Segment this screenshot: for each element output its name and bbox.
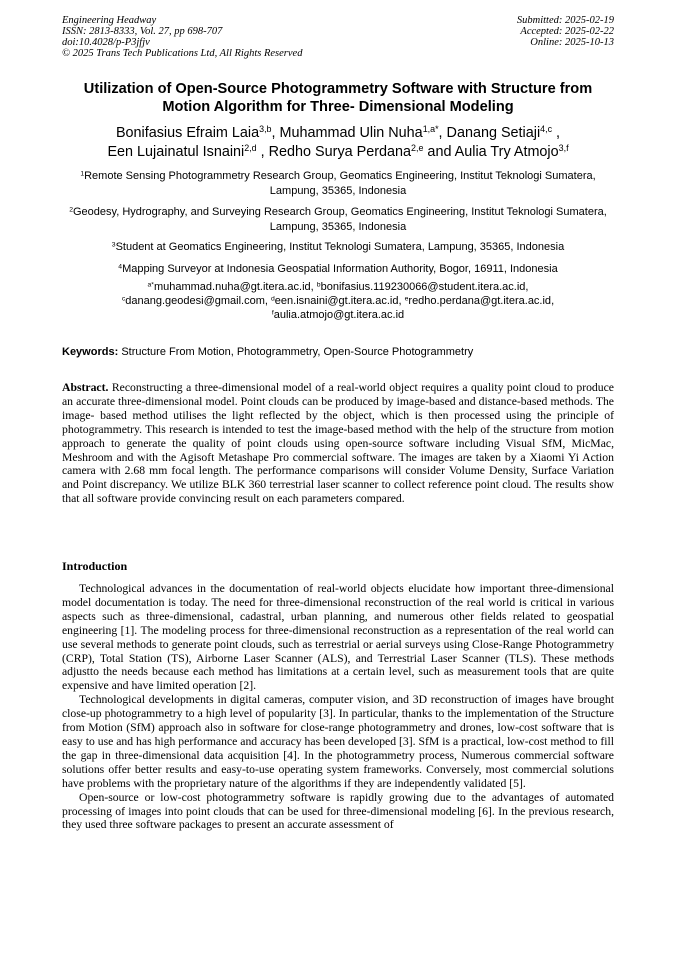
dates-info [517,15,614,48]
doi: doi:10.4028/p-P3jfjv [62,37,150,48]
email-link[interactable]: aulia.atmojo@gt.itera.ac.id [273,309,405,321]
affiliation-sup: 4 [118,263,123,271]
affiliation-sup: 1 [80,170,85,178]
affiliation-3 [62,240,614,255]
keywords-label: Keywords: [62,346,119,358]
email-sup: a* [147,281,154,289]
email-link[interactable]: redho.perdana@gt.itera.ac.id [408,295,552,307]
affiliation-2 [62,205,614,234]
author-name: Redho Surya Perdana [268,144,412,160]
email-sup: d [271,295,275,303]
author-name: Bonifasius Efraim Laia [115,125,260,141]
paragraph: Technological developments in digital cameras, computer vision, and 3D reconstruction of images have brought close-up photogrammetry to a high level of popularity [3]. In particular, thanks to the implementation of the Structure from Motion (SfM) approach also in software for close-range photogrammetry and drones, low-cost software that is easy to use and has high performance and accuracy has been developed [3]. SfM is a practical, low-cost method to fill the gap in three-dimensional data acquisition [4]. In the photogrammetry process, Numerous commercial software solutions offer better results and easy-to-use operating system frameworks. Conversely, most commercial solutions have problems with the proprietary nature of the algorithms if they are independently validated [5]. [62,693,614,790]
copyright: © 2025 Trans Tech Publications Ltd, All Rights Reserved [62,48,303,59]
author-sup: 2,e [411,143,424,154]
paper-title: Utilization of Open-Source Photogrammetry Software with Structure from Motion Algorithm for Three- Dimensional Modeling [83,81,593,115]
author-sup: 2,d [244,143,257,154]
affiliation-text: Geodesy, Hydrography, and Surveying Research Group, Geomatics Engineering, Institut Teknologi Sumatera, Lampung, 35365, Indonesia [73,206,607,233]
author-name: Een Lujainatul Isnaini [107,144,245,160]
author-sep: and [423,144,455,160]
affiliation-4 [62,262,614,277]
accepted-date: Accepted: 2025-02-22 [520,26,614,37]
keywords [62,345,614,359]
author-sep: , [552,125,561,141]
keywords-text: Structure From Motion, Photogrammetry, Open-Source Photogrammetry [121,346,474,358]
author-sup: 4,c [540,124,553,135]
email-link[interactable]: bonifasius.119230066@student.itera.ac.id [320,281,526,293]
paragraph: Technological advances in the documentation of real-world objects elucidate how important three-dimensional model documentation is today. The need for three-dimensional reconstruction of the real world is critical in various aspects such as three-dimensional, cadastral, urban planning, and numerous other fields related to geospatial engineering [1]. The modeling process for three-dimensional reconstruction as a representation of the real world can use several methods to generate point clouds, such as terrestrial or aerial surveys using Close-Range Photogrammetry (CRP), Total Station (TS), Airborne Laser Scanner (ALS), and Terrestrial Laser Scanner (TLS). These methods adjustto the needs because each method has limitations at a certain level, such as measurement tools that are quite expensive and have limited operation [2]. [62,582,614,693]
affiliation-text: Student at Geomatics Engineering, Institut Teknologi Sumatera, Lampung, 35365, Indonesia [115,241,565,253]
abstract-text: Reconstructing a three-dimensional model of a real-world object requires a quality point cloud to produce an accurate three-dimensional model. Point clouds can be produced by image-based and distance-based methods. The image- based method utilises the light reflected by the object, which is then processed using the principle of photogrammetry. This research is intended to test the image-based method with the help of the structure from motion approach to generate the quality of point clouds using open-source software including Visual SfM, MicMac, Meshroom and with the Agisoft Metashape Pro commercial software. The images are taken by a Xiaomi Yi Action camera with 2.68 mm focal length. The performance comparisons will consider Volume Density, Surface Variation and Point discrepancy. We utilize BLK 360 terrestrial laser scanner to collect reference point cloud. The results show that all software provide convincing result on each parameters compared. [62,381,614,506]
section-heading-introduction: Introduction [62,559,128,573]
author-sup: 3,b [259,124,272,135]
journal-info [62,15,302,59]
online-date: Online: 2025-10-13 [530,37,614,48]
affiliation-text: Remote Sensing Photogrammetry Research Group, Geomatics Engineering, Institut Teknologi Sumatera, Lampung, 35365, Indonesia [84,170,596,197]
author-sup: 3,f [558,143,569,154]
email-link[interactable]: danang.geodesi@gmail.com [125,295,265,307]
submitted-date: Submitted: 2025-02-19 [516,15,614,26]
email-link[interactable]: een.isnaini@gt.itera.ac.id [274,295,399,307]
author-sep: , [256,144,269,160]
author-name: Danang Setiaji [446,125,541,141]
abstract [62,381,614,506]
email-link[interactable]: muhammad.nuha@gt.itera.ac.id [153,281,311,293]
author-sep: , [438,125,447,141]
paragraph: Open-source or low-cost photogrammetry software is rapidly growing due to the advantages of automated processing of images into point clouds that can be used for three-dimensional modeling [6]. In the previous research, they used three software packages to present an accurate assessment of [62,790,614,832]
email-sup: c [121,295,126,303]
email-list: $^{a*}$muhammad.nuha@gt.itera.ac.id, $^b$bonifasius.119230066@student.itera.ac.id, $^c$danang.geodesi@gmail.com, $^d$een.isnaini@gt.itera.ac.id, $^e$redho.perdana@gt.itera.ac.id, $^f$aulia.atmojo@gt.itera.ac.id [121,281,555,321]
affiliation-sup: 2 [69,206,73,214]
author-list [62,124,614,162]
email-sup: e [404,295,409,303]
affiliation-text: Mapping Surveyor at Indonesia Geospatial Information Authority, Bogor, 16911, Indonesia [122,263,558,275]
issn: ISSN: 2813-8333, Vol. 27, pp 698-707 [62,26,223,37]
abstract-label: Abstract. [62,381,109,394]
journal-name: Engineering Headway [62,15,157,26]
author-sep: , [271,125,280,141]
introduction-body [62,582,614,832]
affiliation-sup: 3 [111,241,116,249]
email-sup: f [271,309,274,317]
author-sup: 1,a* [422,124,439,135]
email-sup: b [316,281,321,289]
author-name: Aulia Try Atmojo [454,144,559,160]
author-name: Muhammad Ulin Nuha [279,125,423,141]
affiliation-1 [62,169,614,198]
